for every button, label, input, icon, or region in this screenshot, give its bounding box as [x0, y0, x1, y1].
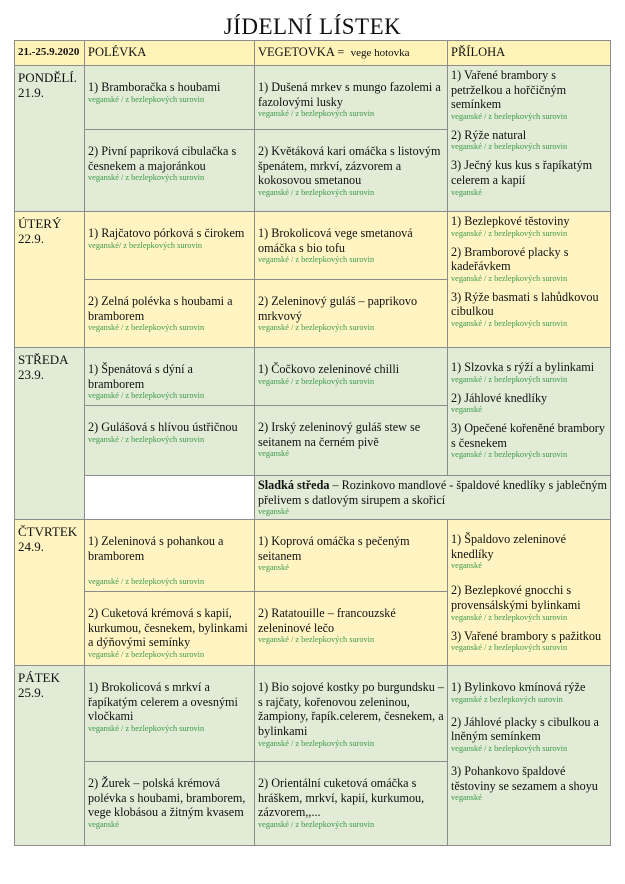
soup-item: 2) Gulášová s hlívou ústřičnou veganské / z bezlepkových surovin	[85, 406, 255, 476]
main-item: 2) Zeleninový guláš – paprikovo mrkvový veganské / z bezlepkových surovin	[255, 280, 448, 348]
main-item: 2) Irský zeleninový guláš stew se seitanem na černém pivě veganské	[255, 406, 448, 476]
soup-item: 1) Brokolicová s mrkví a řapíkatým celerem a ovesnými vločkami veganské / z bezlepkových surovin	[85, 666, 255, 762]
soup-item: 2) Žurek – polská krémová polévka s houbami, bramborem, vege klobásou a žitným kvasem veganské	[85, 762, 255, 846]
side-items: 1) Bezlepkové těstoviny veganské / z bezlepkových surovin 2) Bramborové placky s kadeřávkem veganské / z bezlepkových surovin 3) Rýže basmati s lahůdkovou cibulkou veganské / z bezlepkových surovin	[448, 212, 611, 348]
date-range: 21.-25.9.2020	[15, 41, 85, 66]
main-item: 2) Orientální cuketová omáčka s hráškem, mrkví, kapií, kurkumou, zázvorem,,... veganské / z bezlepkových surovin	[255, 762, 448, 846]
main-item: 1) Bio sojové kostky po burgundsku – s rajčaty, kořenovou zeleninou, žampiony, řapík.celerem, česnekem, a bylinkami veganské / z bezlepkových surovin	[255, 666, 448, 762]
side-items: 1) Slzovka s rýží a bylinkami veganské / z bezlepkových surovin 2) Jáhlové knedlíky veganské 3) Opečené kořeněné brambory s česnekem veganské / z bezlepkových surovin	[448, 348, 611, 476]
soup-item: 2) Cuketová krémová s kapií, kurkumou, česnekem, bylinkami a dýňovými semínky veganské / z bezlepkových surovin	[85, 592, 255, 666]
soup-item: 2) Pivní papriková cibulačka s česnekem a majoránkou veganské / z bezlepkových surovin	[85, 130, 255, 212]
main-item: 1) Brokolicová vege smetanová omáčka s bio tofu veganské / z bezlepkových surovin	[255, 212, 448, 280]
main-item: 1) Koprová omáčka s pečeným seitanem veganské	[255, 520, 448, 592]
day-wednesday	[15, 348, 611, 520]
day-thursday	[15, 520, 611, 666]
sweet-wednesday: Sladká středa – Rozinkovo mandlové - špaldové knedlíky s jablečným přelivem s datlovým sirupem a skořicí veganské	[255, 476, 611, 520]
main-item: 1) Dušená mrkev s mungo fazolemi a fazolovými lusky veganské / z bezlepkových surovin	[255, 66, 448, 130]
soup-item: 1) Bramboračka s houbami veganské / z bezlepkových surovin	[85, 66, 255, 130]
day-label: ÚTERÝ 22.9.	[15, 212, 85, 348]
day-label: ČTVRTEK 24.9.	[15, 520, 85, 666]
header-row	[15, 41, 611, 66]
main-item: 2) Květáková kari omáčka s listovým špenátem, mrkví, zázvorem a kokosovou smetanou veganské / z bezlepkových surovin	[255, 130, 448, 212]
soup-item: 2) Zelná polévka s houbami a bramborem veganské / z bezlepkových surovin	[85, 280, 255, 348]
column-header-soup: POLÉVKA	[85, 41, 255, 66]
column-header-vegetovka: VEGETOVKA = vege hotovka	[255, 41, 448, 66]
soup-item: 1) Rajčatovo pórková s čirokem veganské/ z bezlepkových surovin	[85, 212, 255, 280]
day-tuesday	[15, 212, 611, 348]
side-items: 1) Špaldovo zeleninové knedlíky veganské 2) Bezlepkové gnocchi s provensálskými bylinkami veganské / z bezlepkových surovin 3) Vařené brambory s pažitkou veganské / z bezlepkových surovin	[448, 520, 611, 666]
main-item: 2) Ratatouille – francouzské zeleninové lečo veganské / z bezlepkových surovin	[255, 592, 448, 666]
soup-item: 1) Špenátová s dýní a bramborem veganské / z bezlepkových surovin	[85, 348, 255, 406]
day-friday	[15, 666, 611, 846]
day-label: PÁTEK 25.9.	[15, 666, 85, 846]
main-item: 1) Čočkovo zeleninové chilli veganské / z bezlepkových surovin	[255, 348, 448, 406]
day-label: STŘEDA 23.9.	[15, 348, 85, 520]
menu-table	[14, 40, 611, 846]
soup-item: 1) Zeleninová s pohankou a bramborem veganské / z bezlepkových surovin	[85, 520, 255, 592]
day-monday	[15, 66, 611, 212]
day-label: PONDĚLÍ. 21.9.	[15, 66, 85, 212]
side-items: 1) Bylinkovo kmínová rýže veganské z bezlepkových surovin 2) Jáhlové placky s cibulkou a lněným semínkem veganské / z bezlepkových surovin 3) Pohankovo špaldové těstoviny se sezamem a shoyu veganské	[448, 666, 611, 846]
column-header-side: PŘÍLOHA	[448, 41, 611, 66]
side-items: 1) Vařené brambory s petrželkou a hořčičným semínkem veganské / z bezlepkových surovin 2) Rýže natural veganské / z bezlepkových surovin 3) Ječný kus kus s řapíkatým celerem a kapií veganské	[448, 66, 611, 212]
page-title: JÍDELNÍ LÍSTEK	[223, 14, 402, 39]
